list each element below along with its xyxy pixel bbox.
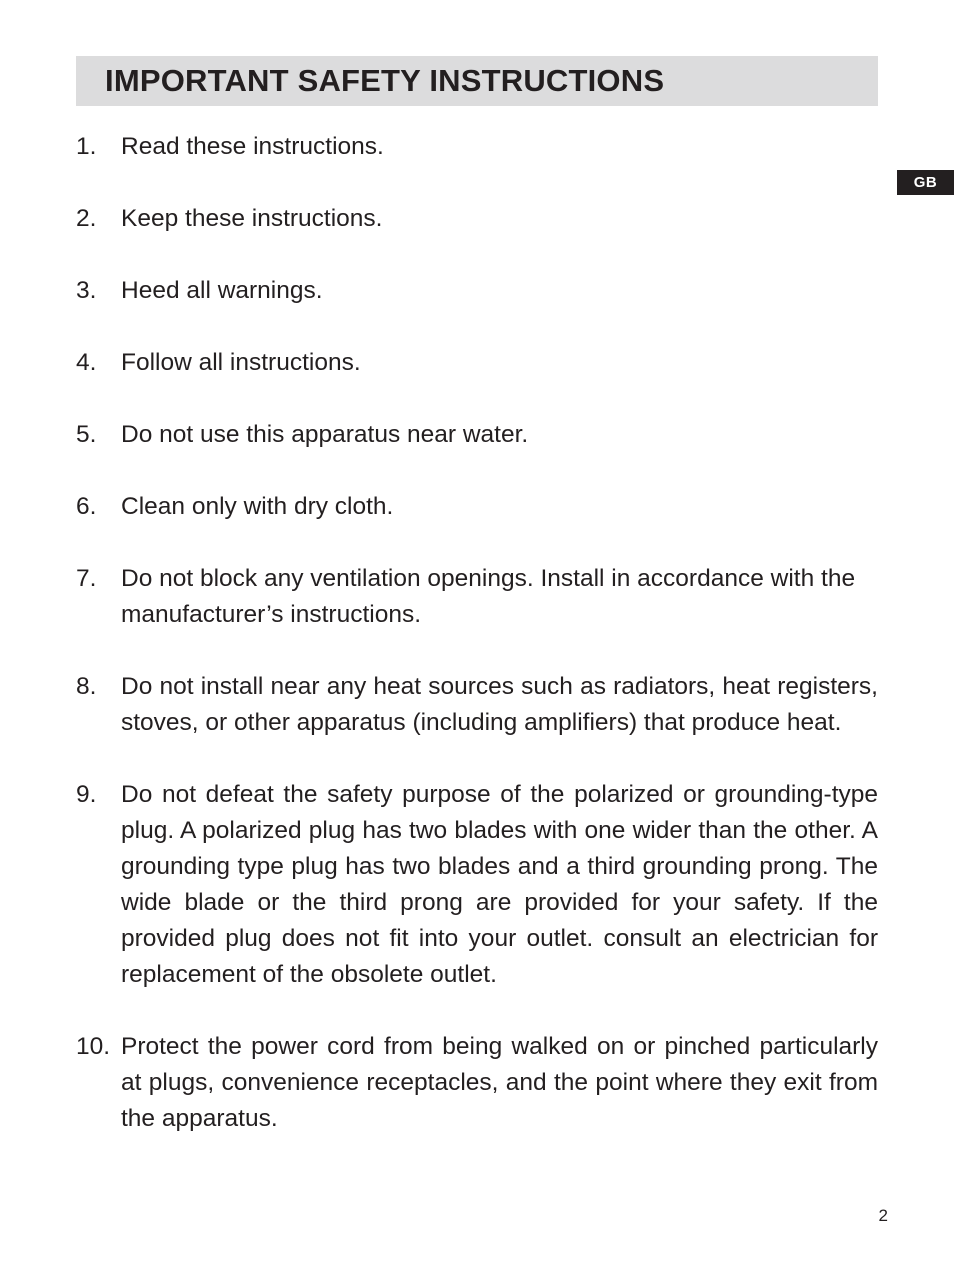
instruction-item-2: [76, 201, 878, 237]
instruction-text: Do not defeat the safety purpose of the polarized or grounding-type plug. A polarized plug has two blades with one wider than the other. A grounding type plug has two blades and a third grounding prong. The wide blade or the third prong are provided for your safety. If the provided plug does not fit into your outlet. consult an electrician for replacement of the obsolete outlet.: [121, 781, 878, 988]
page-number: 2: [878, 1206, 888, 1225]
instruction-item-6: [76, 489, 878, 525]
instruction-text: Protect the power cord from being walked on or pinched particularly at plugs, convenience receptacles, and the point where they exit from the apparatus.: [121, 1033, 878, 1132]
instruction-text: Do not block any ventilation openings. Install in accordance with the manufacturer’s instructions.: [121, 565, 856, 628]
instruction-number: 4.: [76, 349, 97, 376]
instruction-item-4: [76, 345, 878, 381]
instruction-item-9: [76, 777, 878, 993]
instruction-item-1: [76, 129, 878, 165]
instruction-number: 6.: [76, 493, 97, 520]
instruction-number: 5.: [76, 421, 97, 448]
instruction-item-8: [76, 669, 878, 741]
page-title: IMPORTANT SAFETY INSTRUCTIONS: [105, 63, 665, 98]
instruction-item-5: [76, 417, 878, 453]
instruction-text: Clean only with dry cloth.: [121, 493, 394, 520]
instruction-text: Do not install near any heat sources such as radiators, heat registers, stoves, or other apparatus (including amplifiers) that produce heat.: [121, 673, 878, 736]
instruction-number: 7.: [76, 565, 97, 592]
instruction-text: Read these instructions.: [121, 133, 384, 160]
instruction-number: 2.: [76, 205, 97, 232]
instruction-item-3: [76, 273, 878, 309]
instruction-list: [76, 129, 878, 1173]
instruction-item-7: [76, 561, 878, 633]
language-tab: GB: [897, 170, 954, 195]
instruction-text: Heed all warnings.: [121, 277, 323, 304]
instruction-number: 3.: [76, 277, 97, 304]
instruction-number: 8.: [76, 673, 97, 700]
instruction-text: Follow all instructions.: [121, 349, 361, 376]
instruction-number: 9.: [76, 781, 97, 808]
instruction-number: 1.: [76, 133, 97, 160]
instruction-text: Keep these instructions.: [121, 205, 383, 232]
instruction-text: Do not use this apparatus near water.: [121, 421, 529, 448]
instruction-number: 10.: [76, 1033, 111, 1060]
title-bar: [76, 56, 878, 106]
instruction-item-10: [76, 1029, 878, 1137]
